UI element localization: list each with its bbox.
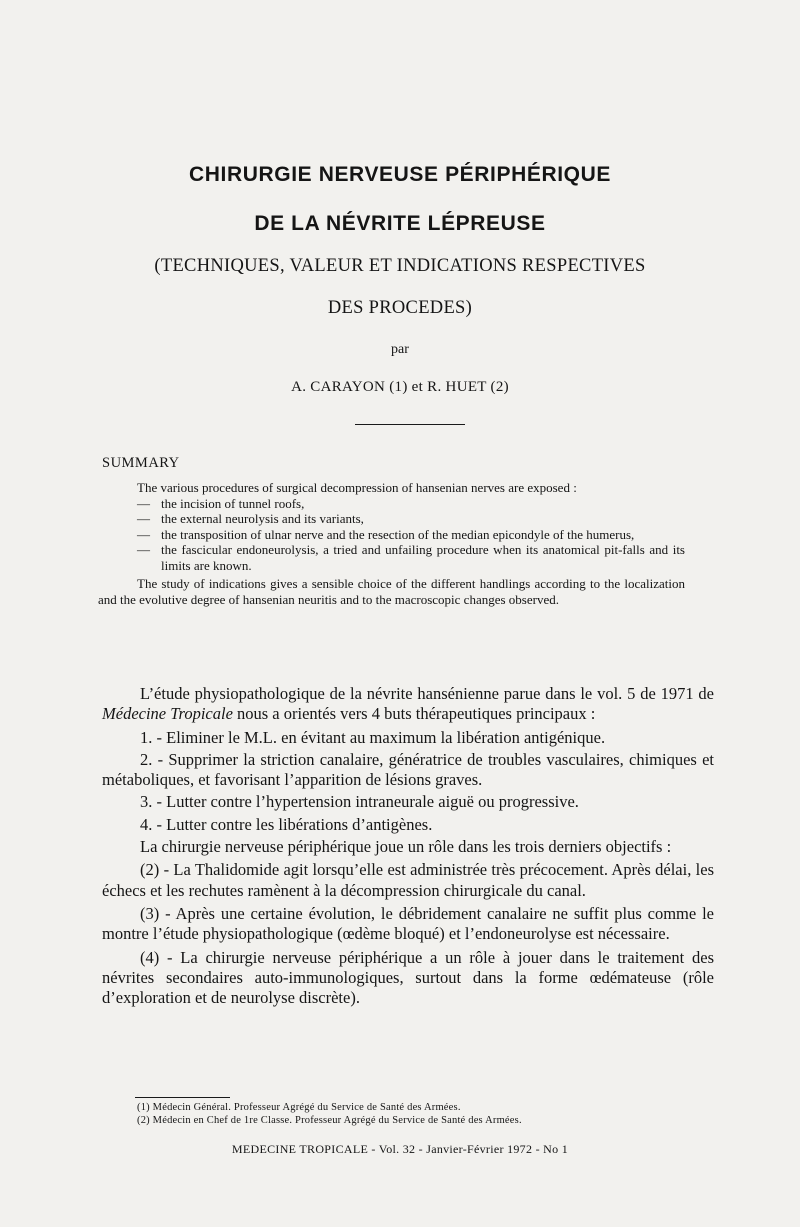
- dash-bullet: —: [137, 495, 150, 511]
- journal-name: Médecine Tropicale: [102, 704, 233, 724]
- footnote-rule: [135, 1097, 230, 1098]
- journal-footer: MEDECINE TROPICALE - Vol. 32 - Janvier-Février 1972 - No 1: [231, 1142, 569, 1156]
- body-paragraph: La chirurgie nerveuse périphérique joue un rôle dans les trois derniers objectifs :: [140, 837, 672, 857]
- body-text: [102, 684, 714, 1011]
- summary-list-item: [137, 496, 685, 512]
- summary-list-item: [137, 527, 685, 543]
- summary-item-text: the external neurolysis and its variants,: [161, 511, 364, 526]
- byline-par: par: [391, 342, 409, 357]
- goal-item: 2. - Supprimer la striction canalaire, génératrice de troubles vasculaires, chimiques et métaboliques, et favorisant l’apparition de lésions graves.: [102, 749, 714, 790]
- article-subtitle-line-2: DES PROCEDES): [327, 298, 473, 318]
- article-title-line-2: DE LA NÉVRITE LÉPREUSE: [254, 212, 546, 235]
- objective-point: (4) - La chirurgie nerveuse périphérique a un rôle à jouer dans le traitement des névrites secondaires auto-immunologiques, surtout dans la forme œdémateuse (rôle d’exploration et de neurolyse discrète).: [102, 947, 714, 1008]
- summary-item-text: the transposition of ulnar nerve and the resection of the median epicondyle of the humerus,: [161, 526, 635, 542]
- objective-point: (2) - La Thalidomide agit lorsqu’elle est administrée très précocement. Après délai, les échecs et les rechutes ramènent à la décompression chirurgicale du canal.: [102, 860, 714, 900]
- summary-heading: SUMMARY: [102, 455, 180, 471]
- goal-item: 3. - Lutter contre l’hypertension intraneurale aiguë ou progressive.: [140, 792, 579, 812]
- footnote: (2) Médecin en Chef de 1re Classe. Professeur Agrégé du Service de Santé des Armées.: [137, 1114, 522, 1126]
- body-paragraph: [102, 684, 714, 725]
- goal-item: 1. - Eliminer le M.L. en évitant au maximum la libération antigénique.: [140, 727, 606, 747]
- article-title-line-1: CHIRURGIE NERVEUSE PÉRIPHÉRIQUE: [189, 163, 611, 186]
- footnote: (1) Médecin Général. Professeur Agrégé du Service de Santé des Armées.: [137, 1102, 461, 1113]
- footnotes: [137, 1102, 697, 1127]
- body-paragraph-1-start: L’étude physiopathologique de la névrite hansénienne parue dans le vol. 5 de 1971 de: [140, 684, 714, 703]
- article-subtitle-line-1: (TECHNIQUES, VALEUR ET INDICATIONS RESPECTIVES: [154, 256, 646, 276]
- summary-block: [98, 480, 685, 607]
- summary-item-text: the incision of tunnel roofs,: [161, 495, 305, 511]
- summary-intro: The various procedures of surgical decompression of hansenian nerves are exposed :: [137, 480, 577, 495]
- dash-bullet: —: [137, 511, 150, 526]
- body-paragraph-1-end: nous a orientés vers 4 buts thérapeutiques principaux :: [232, 704, 596, 724]
- authors-line: A. CARAYON (1) et R. HUET (2): [291, 379, 509, 395]
- summary-list: [137, 496, 685, 574]
- dash-bullet: —: [137, 526, 150, 542]
- summary-item-text: the fascicular endoneurolysis, a tried and unfailing procedure when its anatomical pit-falls and its limits are known.: [161, 542, 685, 573]
- objective-point: (3) - Après une certaine évolution, le débridement canalaire ne suffit plus comme le montre l’étude physiopathologique (œdème bloqué) et l’endoneurolyse est nécessaire.: [102, 903, 714, 944]
- summary-conclusion: The study of indications gives a sensible choice of the different handlings according to the localization and the evolutive degree of hansenian neuritis and to the macroscopic changes observed.: [98, 576, 685, 607]
- summary-list-item: [137, 511, 685, 527]
- dash-bullet: —: [137, 542, 150, 557]
- goal-item: 4. - Lutter contre les libérations d’antigènes.: [140, 814, 433, 834]
- title-divider: [355, 424, 465, 425]
- summary-list-item: [137, 542, 685, 573]
